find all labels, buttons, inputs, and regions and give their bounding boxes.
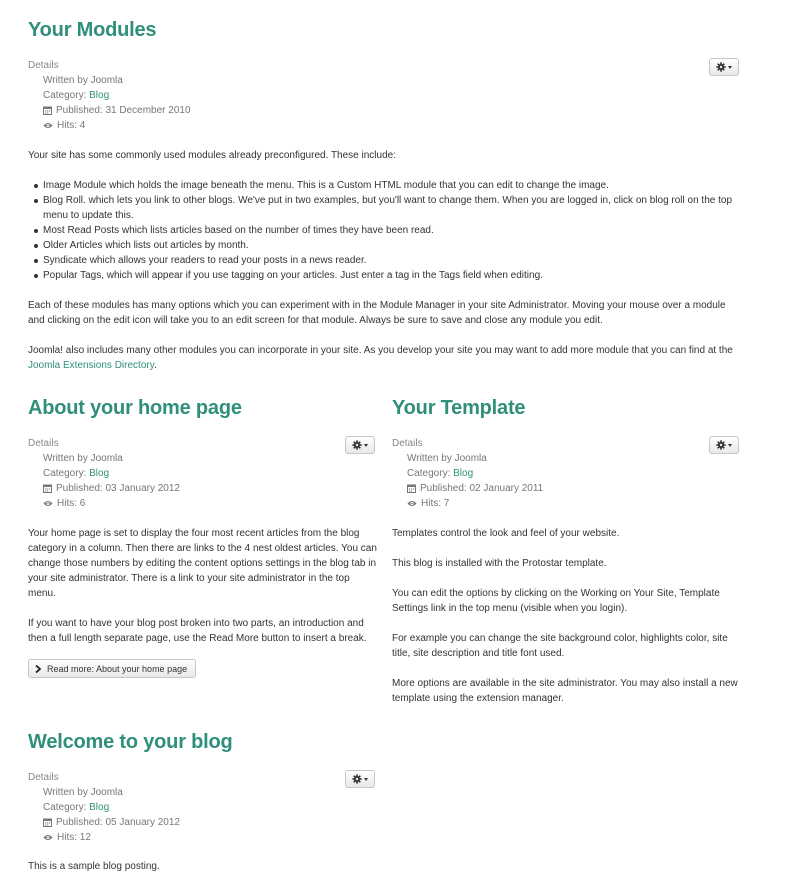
category-line: Category: Blog [407, 468, 474, 479]
category-line: Category: Blog [43, 802, 110, 813]
chevron-down-icon [728, 66, 732, 69]
published-line: Published: 31 December 2010 [28, 103, 191, 118]
details-label: Details [28, 60, 59, 71]
article-body [28, 148, 742, 373]
published-line: Published: 03 January 2012 [28, 481, 180, 496]
category-line: Category: Blog [43, 468, 110, 479]
article-body [28, 526, 378, 646]
calendar-icon [43, 484, 52, 493]
article-title[interactable]: Your Modules [28, 19, 157, 41]
article-title[interactable]: About your home page [28, 397, 242, 419]
module-list [28, 178, 742, 283]
category-link[interactable]: Blog [89, 802, 110, 813]
details-label: Details [28, 772, 59, 783]
paragraph: Joomla! also includes many other modules you can incorporate in your site. As you develop your site you may want to add more module that you can find at the Joomla Extensions Directory. [28, 345, 733, 371]
article-details [28, 58, 191, 133]
read-more-button[interactable]: Read more: About your home page [28, 659, 196, 678]
article-your-template [392, 396, 742, 716]
paragraph: This is a sample blog posting. [28, 861, 160, 872]
article-tools-button[interactable] [345, 436, 375, 454]
author-line: Written by Joomla [43, 787, 123, 798]
chevron-down-icon [364, 778, 368, 781]
category-link[interactable]: Blog [89, 468, 110, 479]
article-your-modules [28, 18, 742, 378]
list-item: Syndicate which allows your readers to read your posts in a news reader. [43, 253, 742, 268]
gear-icon [716, 440, 726, 450]
chevron-right-icon [35, 665, 41, 673]
article-title[interactable]: Your Template [392, 397, 526, 419]
hits-line: Hits: 7 [392, 496, 543, 511]
paragraph: Templates control the look and feel of your website. [392, 528, 620, 539]
paragraph: This blog is installed with the Protostar template. [392, 558, 607, 569]
gear-icon [352, 774, 362, 784]
chevron-down-icon [364, 444, 368, 447]
list-item: Most Read Posts which lists articles based on the number of times they have been read. [43, 223, 742, 238]
calendar-icon [43, 818, 52, 827]
eye-icon [43, 833, 53, 842]
details-label: Details [28, 438, 59, 449]
hits-line: Hits: 4 [28, 118, 191, 133]
paragraph: If you want to have your blog post broken into two parts, an introduction and then a full length separate page, use the Read More button to insert a break. [28, 618, 367, 644]
article-title[interactable]: Welcome to your blog [28, 731, 233, 753]
list-item: Older Articles which lists out articles by month. [43, 238, 742, 253]
published-line: Published: 05 January 2012 [28, 815, 180, 830]
paragraph: Your home page is set to display the four most recent articles from the blog category in a column. Then there are links to the 4 nest oldest articles. You can change those numbers by editing the content options settings in the blog tab in your site administrator. There is a link to your site administrator in the top menu. [28, 528, 377, 599]
article-about-home-page [28, 396, 378, 686]
eye-icon [43, 121, 53, 130]
eye-icon [407, 499, 417, 508]
list-item: Popular Tags, which will appear if you use tagging on your articles. Just enter a tag in the Tags field when editing. [43, 268, 742, 283]
category-link[interactable]: Blog [453, 468, 474, 479]
author-line: Written by Joomla [43, 453, 123, 464]
list-item: Blog Roll. which lets you link to other blogs. We've put in two examples, but you'll want to change them. When you are logged in, click on blog roll on the top menu to update this. [43, 193, 742, 223]
intro-paragraph: Your site has some commonly used modules already preconfigured. These include: [28, 150, 396, 161]
paragraph: More options are available in the site administrator. You may also install a new template using the extension manager. [392, 678, 738, 704]
article-welcome-blog [28, 730, 378, 880]
category-link[interactable]: Blog [89, 90, 110, 101]
article-tools-button[interactable] [709, 436, 739, 454]
hits-line: Hits: 12 [28, 830, 180, 845]
calendar-icon [407, 484, 416, 493]
extensions-directory-link[interactable]: Joomla Extensions Directory [28, 360, 154, 371]
author-line: Written by Joomla [407, 453, 487, 464]
gear-icon [352, 440, 362, 450]
author-line: Written by Joomla [43, 75, 123, 86]
article-tools-button[interactable] [709, 58, 739, 76]
eye-icon [43, 499, 53, 508]
list-item: Image Module which holds the image beneath the menu. This is a Custom HTML module that you can edit to change the image. [43, 178, 742, 193]
paragraph: Each of these modules has many options which you can experiment with in the Module Manager in your site Administrator. Moving your mouse over a module and clicking on the edit icon will take you to an edit screen for that module. Always be sure to save and close any module you edit. [28, 300, 726, 326]
article-details [28, 436, 180, 511]
article-details [28, 770, 180, 845]
paragraph: For example you can change the site background color, highlights color, site title, site description and title font used. [392, 633, 728, 659]
published-line: Published: 02 January 2011 [392, 481, 543, 496]
article-tools-button[interactable] [345, 770, 375, 788]
article-body [392, 526, 742, 706]
article-body [28, 859, 378, 874]
article-details [392, 436, 543, 511]
calendar-icon [43, 106, 52, 115]
gear-icon [716, 62, 726, 72]
chevron-down-icon [728, 444, 732, 447]
category-line: Category: Blog [43, 90, 110, 101]
details-label: Details [392, 438, 423, 449]
paragraph: You can edit the options by clicking on the Working on Your Site, Template Settings link in the top menu (visible when you login). [392, 588, 720, 614]
hits-line: Hits: 6 [28, 496, 180, 511]
